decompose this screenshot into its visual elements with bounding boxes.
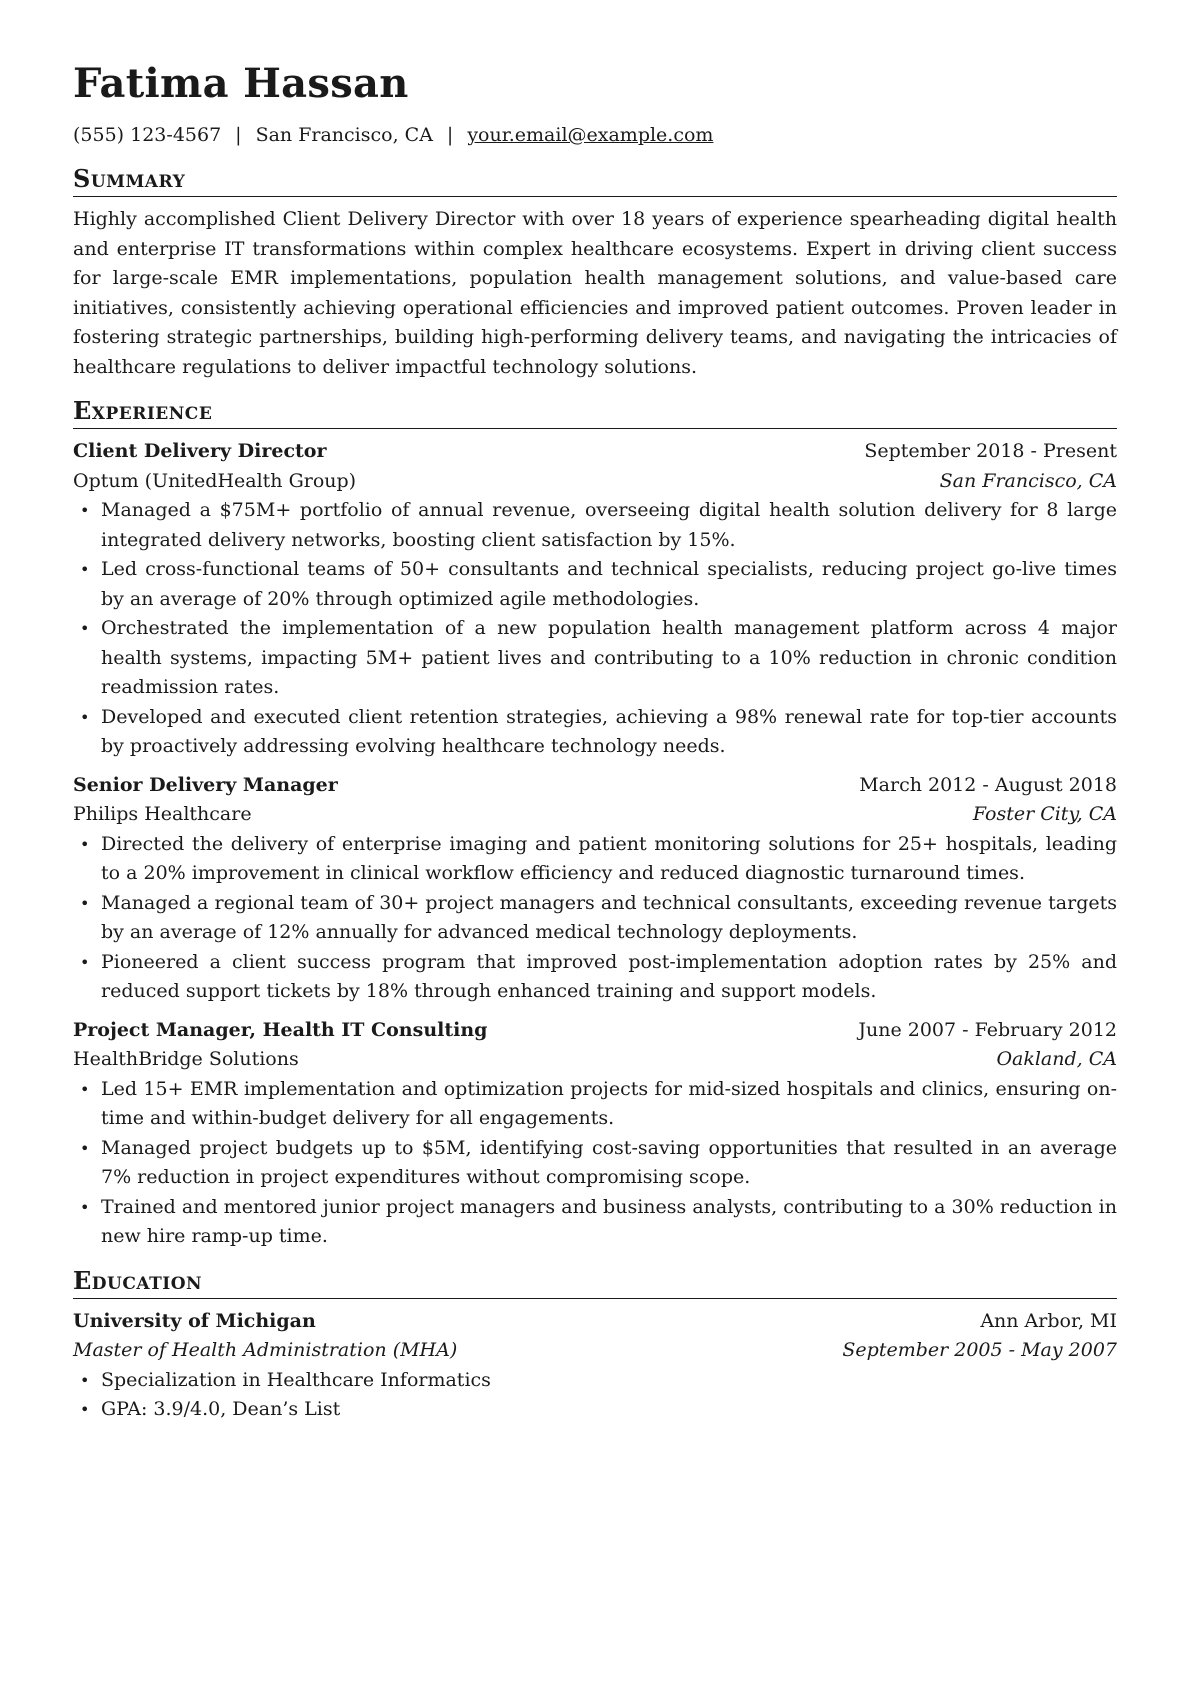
bullet-item: • Managed a $75M+ portfolio of annual revenue, overseeing digital health solution delivery for 8 large integrated delivery networks, boosting client satisfaction by 15%. bbox=[73, 496, 1117, 555]
bullet-item: • Managed a regional team of 30+ project managers and technical consultants, exceeding revenue targets by an average of 12% annually for advanced medical technology deployments. bbox=[73, 889, 1117, 948]
experience-entry bbox=[73, 771, 1117, 1007]
job-title: Project Manager, Health IT Consulting bbox=[73, 1018, 488, 1041]
contact-separator: | bbox=[235, 124, 242, 146]
summary-section bbox=[73, 164, 1117, 382]
job-dates: June 2007 - February 2012 bbox=[858, 1018, 1117, 1041]
contact-location: San Francisco, CA bbox=[255, 124, 433, 146]
experience-entry bbox=[73, 1016, 1117, 1252]
job-location: San Francisco, CA bbox=[939, 469, 1117, 492]
candidate-name: Fatima Hassan bbox=[73, 60, 409, 107]
bullet-item: • Managed project budgets up to $5M, identifying cost-saving opportunities that resulted in an average 7% reduction in project expenditures without compromising scope. bbox=[73, 1134, 1117, 1193]
email-link[interactable]: your.email@example.com bbox=[467, 124, 714, 146]
job-bullets bbox=[73, 830, 1117, 1007]
education-section bbox=[73, 1266, 1117, 1425]
section-divider bbox=[73, 1298, 1117, 1299]
job-dates: March 2012 - August 2018 bbox=[859, 773, 1117, 796]
bullet-item: • Directed the delivery of enterprise imaging and patient monitoring solutions for 25+ hospitals, leading to a 20% improvement in clinical workflow efficiency and reduced diagnostic turnaround times. bbox=[73, 830, 1117, 889]
experience-section bbox=[73, 396, 1117, 1252]
job-bullets bbox=[73, 496, 1117, 762]
bullet-item: • Pioneered a client success program that improved post-implementation adoption rates by 25% and reduced support tickets by 18% through enhanced training and support models. bbox=[73, 948, 1117, 1007]
education-dates: September 2005 - May 2007 bbox=[842, 1339, 1117, 1361]
bullet-item: • Led 15+ EMR implementation and optimization projects for mid-sized hospitals and clinics, ensuring on-time and within-budget delivery for all engagements. bbox=[73, 1075, 1117, 1134]
experience-entry bbox=[73, 437, 1117, 762]
summary-heading: Summary bbox=[73, 164, 186, 193]
job-bullets bbox=[73, 1075, 1117, 1252]
school-location: Ann Arbor, MI bbox=[980, 1309, 1117, 1332]
education-heading: Education bbox=[73, 1265, 203, 1295]
education-bullets bbox=[73, 1366, 1117, 1425]
job-location: Oakland, CA bbox=[996, 1048, 1117, 1070]
section-divider bbox=[73, 428, 1117, 429]
job-dates: September 2018 - Present bbox=[864, 440, 1117, 462]
job-title: Senior Delivery Manager bbox=[73, 773, 338, 796]
bullet-item: • Trained and mentored junior project managers and business analysts, contributing to a 30% reduction in new hire ramp-up time. bbox=[73, 1193, 1117, 1252]
company-name: Philips Healthcare bbox=[73, 803, 252, 825]
bullet-item: • GPA: 3.9/4.0, Dean’s List bbox=[73, 1395, 1117, 1425]
experience-heading: Experience bbox=[73, 396, 213, 425]
bullet-item: • Led cross-functional teams of 50+ consultants and technical specialists, reducing project go-live times by an average of 20% through optimized agile methodologies. bbox=[73, 555, 1117, 614]
bullet-item: • Orchestrated the implementation of a new population health management platform across 4 major health systems, impacting 5M+ patient lives and contributing to a 10% reduction in chronic condition readmission rates. bbox=[73, 614, 1117, 703]
bullet-item: • Developed and executed client retention strategies, achieving a 98% renewal rate for top-tier accounts by proactively addressing evolving healthcare technology needs. bbox=[73, 703, 1117, 762]
company-name: Optum (UnitedHealth Group) bbox=[73, 469, 357, 492]
phone-number: (555) 123-4567 bbox=[73, 124, 222, 146]
section-divider bbox=[73, 196, 1117, 197]
company-name: HealthBridge Solutions bbox=[73, 1048, 299, 1070]
school-name: University of Michigan bbox=[73, 1309, 316, 1332]
contact-line bbox=[73, 122, 1117, 148]
summary-text: Highly accomplished Client Delivery Director with over 18 years of experience spearheading digital health and enterprise IT transformations within complex healthcare ecosystems. Expert in driving client success for large-scale EMR implementations, population health management solutions, and value-based care initiatives, consistently achieving operational efficiencies and improved patient outcomes. Proven leader in fostering strategic partnerships, building high-performing delivery teams, and navigating the intricacies of healthcare regulations to deliver impactful technology solutions. bbox=[73, 208, 1117, 378]
job-location: Foster City, CA bbox=[972, 803, 1117, 825]
bullet-item: • Specialization in Healthcare Informatics bbox=[73, 1366, 1117, 1396]
degree-name: Master of Health Administration (MHA) bbox=[73, 1339, 458, 1361]
contact-separator: | bbox=[446, 124, 454, 146]
job-title: Client Delivery Director bbox=[73, 440, 327, 462]
